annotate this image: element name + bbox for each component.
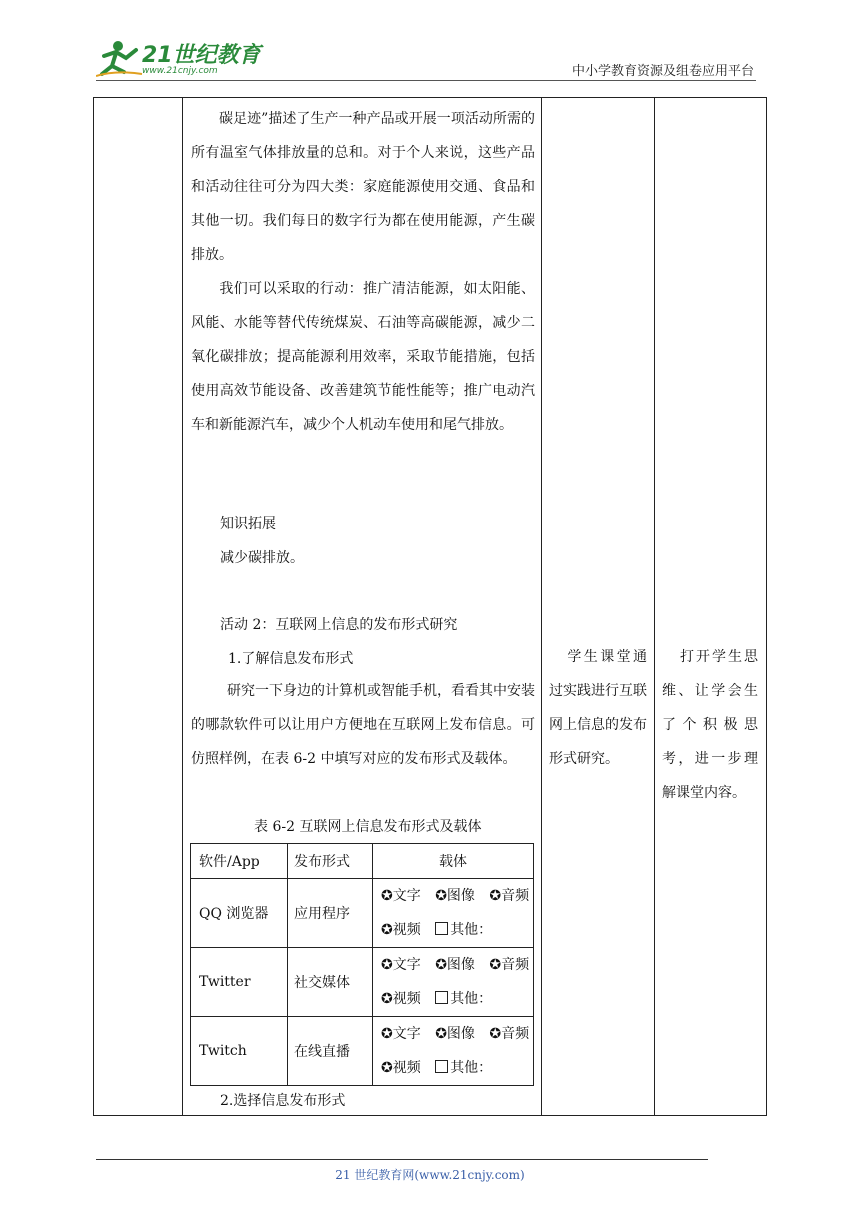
- checkbox-icon: [435, 922, 448, 935]
- table-bottom-border: [93, 1115, 767, 1116]
- logo-text: 21世纪教育: [142, 43, 261, 68]
- option-audio[interactable]: ✪音频: [489, 888, 530, 904]
- form-cell: 在线直播: [288, 1017, 373, 1086]
- form-cell: 应用程序: [288, 879, 373, 948]
- table-border-right: [766, 97, 767, 1116]
- footer-text[interactable]: 21 世纪教育网(www.21cnjy.com): [335, 1168, 525, 1182]
- paragraph-carbon-footprint: 碳足迹”描述了生产一种产品或开展一项活动所需的所有温室气体排放量的总和。对于个人来说，这些产品和活动往往可分为四大类：家庭能源使用交通、食品和其他一切。我们每日的数字行为都在使用能源，产生碳排放。: [191, 111, 535, 263]
- app-cell: Twitch: [191, 1017, 288, 1086]
- table-column-divider: [182, 97, 183, 1116]
- table-column-divider: [541, 97, 542, 1116]
- option-audio[interactable]: ✪音频: [489, 1026, 530, 1042]
- table-row: [191, 1017, 534, 1086]
- footer-divider: [96, 1159, 708, 1160]
- knowledge-text: 减少碳排放。: [220, 550, 304, 566]
- app-cell: QQ 浏览器: [191, 879, 288, 948]
- col-header-app: 软件/App: [191, 844, 288, 879]
- carrier-cell: [373, 1017, 534, 1086]
- col-header-carrier: 载体: [373, 844, 534, 879]
- option-image[interactable]: ✪图像: [435, 1026, 475, 1042]
- step1-title: 1.了解信息发布形式: [228, 651, 354, 667]
- activity-title: 活动 2：互联网上信息的发布形式研究: [220, 617, 458, 633]
- carrier-cell: [373, 879, 534, 948]
- table-row: [191, 948, 534, 1017]
- option-audio[interactable]: ✪音频: [489, 957, 530, 973]
- option-other[interactable]: 其他：: [435, 991, 492, 1007]
- knowledge-title: 知识拓展: [220, 516, 276, 532]
- table-border-left: [93, 97, 94, 1116]
- student-activity-text: 学生课堂通过实践进行互联网上信息的发布形式研究。: [549, 649, 647, 767]
- paragraph-actions: 我们可以采取的行动：推广清洁能源，如太阳能、风能、水能等替代传统煤炭、石油等高碳能源，减少二氧化碳排放；提高能源利用效率，采取节能措施，包括使用高效节能设备、改善建筑节能性能等；推广电动汽车和新能源汽车，减少个人机动车使用和尾气排放。: [191, 281, 535, 433]
- option-video[interactable]: ✪视频: [381, 1060, 421, 1076]
- info-form-table: [190, 843, 534, 1086]
- option-text[interactable]: ✪文字: [381, 1026, 421, 1042]
- step2-title: 2.选择信息发布形式: [220, 1093, 346, 1109]
- form-cell: 社交媒体: [288, 948, 373, 1017]
- table-row: [191, 879, 534, 948]
- table-column-divider: [654, 97, 655, 1116]
- option-video[interactable]: ✪视频: [381, 922, 421, 938]
- platform-title: 中小学教育资源及组卷应用平台: [571, 64, 754, 79]
- option-other[interactable]: 其他：: [435, 1060, 492, 1076]
- table-caption: 表 6-2 互联网上信息发布形式及载体: [254, 819, 482, 835]
- option-other[interactable]: 其他：: [435, 922, 492, 938]
- app-cell: Twitter: [191, 948, 288, 1017]
- step1-instructions: 研究一下身边的计算机或智能手机，看看其中安装的哪款软件可以让用户方便地在互联网上发布信息。可仿照样例，在表 6-2 中填写对应的发布形式及载体。: [191, 683, 535, 767]
- table-header-row: [191, 844, 534, 879]
- option-text[interactable]: ✪文字: [381, 957, 421, 973]
- header-divider: [96, 80, 756, 81]
- table-top-border: [93, 97, 767, 98]
- design-intent-text: 打开学生思维、让学会生了个积极思考，进一步理解课堂内容。: [662, 649, 758, 801]
- checkbox-icon: [435, 991, 448, 1004]
- checkbox-icon: [435, 1060, 448, 1073]
- col-header-form: 发布形式: [288, 844, 373, 879]
- option-text[interactable]: ✪文字: [381, 888, 421, 904]
- option-image[interactable]: ✪图像: [435, 888, 475, 904]
- carrier-cell: [373, 948, 534, 1017]
- option-video[interactable]: ✪视频: [381, 991, 421, 1007]
- option-image[interactable]: ✪图像: [435, 957, 475, 973]
- logo-url: www.21cnjy.com: [142, 66, 218, 76]
